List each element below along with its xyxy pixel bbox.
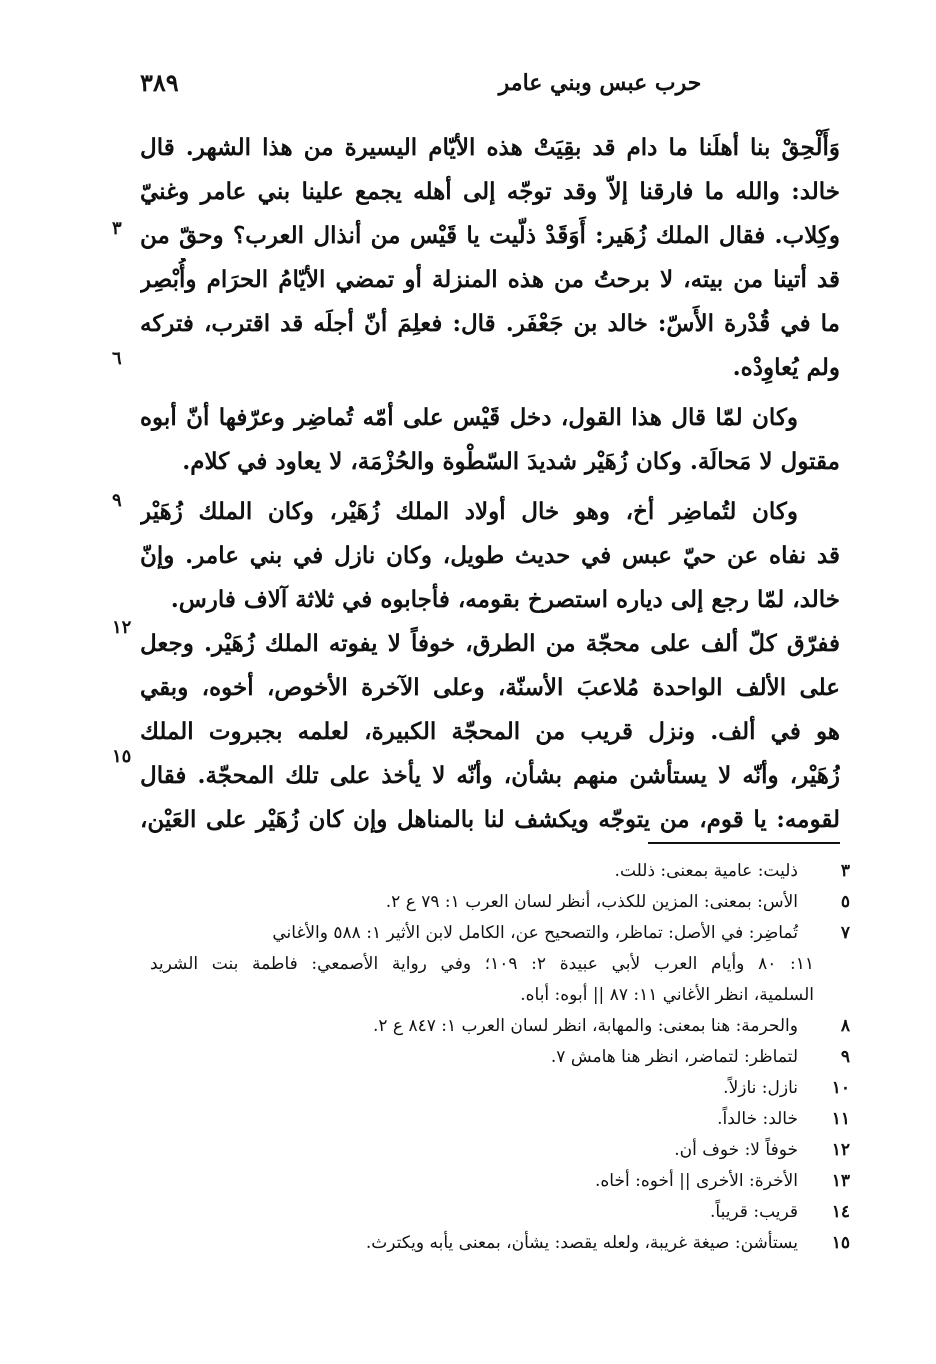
- margin-line-number: ١٥: [112, 746, 132, 767]
- footnote: [150, 1011, 850, 1042]
- main-text: [140, 126, 840, 842]
- footnote-number: ١٥: [831, 1233, 850, 1253]
- text-line: قد نفاه عن حيّ عبس في حديث طويل، وكان نازل في بني عامر. وإنّ: [140, 542, 840, 569]
- footnote-number: ٨: [840, 1016, 850, 1036]
- footnote-number: ٧: [840, 923, 850, 943]
- footnote: [150, 887, 850, 918]
- margin-line-number: ٦: [112, 348, 122, 369]
- text-line: ما في قُدْرة الأَسّ: خالد بن جَعْفَر. قال: فعلِمَ أنّ أجلَه قد اقترب، فتركه: [140, 310, 840, 337]
- margin-line-number: ١٢: [112, 617, 132, 638]
- footnote: [150, 1042, 850, 1073]
- text-line: خالد، لمّا رجع إلى دياره استصرخ بقومه، فأجابوه في ثلاثة آلاف فارس.: [170, 586, 840, 613]
- text-line: هو في ألف. ونزل قريب من المحجّة الكبيرة، لعلمه بجبروت الملك: [140, 718, 840, 745]
- footnote-text: خوفاً لا: خوف أن.: [674, 1140, 798, 1160]
- text-line: خالد: والله ما فارقنا إلاّ وقد توجّه إلى أهله يجمع علينا بني عامر وغنيّ: [140, 178, 840, 205]
- footnote-text: الأخرة: الأخرى || أخوه: أخاه.: [595, 1171, 798, 1191]
- footnote-text: الأس: بمعنى: المزين للكذب، أنظر لسان العرب ١: ٧٩ ع ٢.: [385, 892, 798, 912]
- footnote-number: ٩: [840, 1047, 850, 1067]
- footnote-number: ١٣: [831, 1171, 850, 1191]
- margin-line-number: ٣: [112, 218, 122, 239]
- footnote-text: يستأشن: صيغة غريبة، ولعله يقصد: يشأن، بمعنى يأبه ويكترث.: [365, 1233, 798, 1253]
- footnote-separator: [648, 842, 840, 844]
- text-line: ففرّق كلّ ألف على محجّة من الطرق، خوفاً لا يفوته الملك زُهَيْر. وجعل: [140, 630, 840, 657]
- footnote: [150, 1228, 850, 1259]
- footnote: [150, 918, 850, 1011]
- footnotes: [150, 856, 850, 1259]
- margin-line-number: ٩: [112, 490, 122, 511]
- footnote-number: ٣: [840, 861, 850, 881]
- footnote-number: ١٠: [831, 1078, 850, 1098]
- text-line: على الألف الواحدة مُلاعبَ الأسنّة، وعلى الآخرة الأخوص، أخوه، وبقي: [140, 674, 840, 701]
- footnote: [150, 1104, 850, 1135]
- footnote-number: ١١: [831, 1109, 850, 1129]
- footnote-text: والحرمة: هنا بمعنى: والمهابة، انظر لسان العرب ١: ٨٤٧ ع ٢.: [372, 1016, 798, 1036]
- text-line: وَأَلْحِقْ بنا أهلَنا ما دام قد بقِيَتْ هذه الأيّام اليسيرة من هذا الشهر. قال: [140, 134, 840, 161]
- footnote-text: خالد: خالداً.: [717, 1109, 798, 1129]
- footnote: [150, 1073, 850, 1104]
- page-number: ٣٨٩: [140, 68, 179, 97]
- page-header: [140, 68, 840, 108]
- text-line: وكان لتُماضِر أخ، وهو خال أولاد الملك زُهَيْر، وكان الملك زُهَيْر: [140, 498, 798, 525]
- footnote: [150, 1197, 850, 1228]
- footnote-continuation: السلمية، انظر الأغاني ١١: ٨٧ || أبوه: أباه.: [520, 985, 814, 1005]
- footnote-text: تُماضِر: في الأصل: تماظر، والتصحيح عن، الكامل لابن الأثير ١: ٥٨٨ والأغاني: [272, 923, 798, 943]
- footnote: [150, 1166, 850, 1197]
- footnote: [150, 1135, 850, 1166]
- text-line: ولم يُعاوِدْه.: [732, 354, 840, 381]
- footnote-text: ذليت: عامية بمعنى: ذللت.: [614, 861, 798, 881]
- text-line: لقومه: يا قوم، من يتوجّه ويكشف لنا بالمناهل وإن كان زُهَيْر على العَيْن،: [140, 806, 840, 833]
- footnote-number: ١٢: [831, 1140, 850, 1160]
- footnote-text: لتماظر: لتماضر، انظر هنا هامش ٧.: [550, 1047, 798, 1067]
- text-line: مقتول لا مَحالَة. وكان زُهَيْر شديدَ السّطْوة والحُزْمَة، لا يعاود في كلام.: [182, 448, 840, 475]
- footnote: [150, 856, 850, 887]
- text-line: قد أتينا من بيته، لا برحتُ من هذه المنزلة أو تمضي الأيّامُ الحرَام وأُبْصِر: [140, 266, 840, 293]
- running-title: حرب عبس وبني عامر: [498, 70, 702, 96]
- text-line: زُهَيْر، وأنّه لا يستأشن منهم بشأن، وأنّه لا يأخذ على تلك المحجّة. فقال: [140, 762, 840, 789]
- footnote-continuation: ١١: ٨٠ وأيام العرب لأبي عبيدة ٢: ١٠٩؛ وفي رواية الأصمعي: فاطمة بنت الشريد: [150, 954, 814, 974]
- text-line: وكان لمّا قال هذا القول، دخل قَيْس على أمّه تُماضِر وعرّفها أنّ أبوه: [140, 404, 798, 431]
- footnote-number: ١٤: [831, 1202, 850, 1222]
- footnote-text: قريب: قريباً.: [709, 1202, 798, 1222]
- footnote-text: نازل: نازلاً.: [723, 1078, 798, 1098]
- text-line: وكِلاب. فقال الملك زُهَير: أَوَقَدْ ذلّيت يا قَيْس من أنذال العرب؟ وحقّ من: [140, 222, 840, 249]
- footnote-number: ٥: [840, 892, 850, 912]
